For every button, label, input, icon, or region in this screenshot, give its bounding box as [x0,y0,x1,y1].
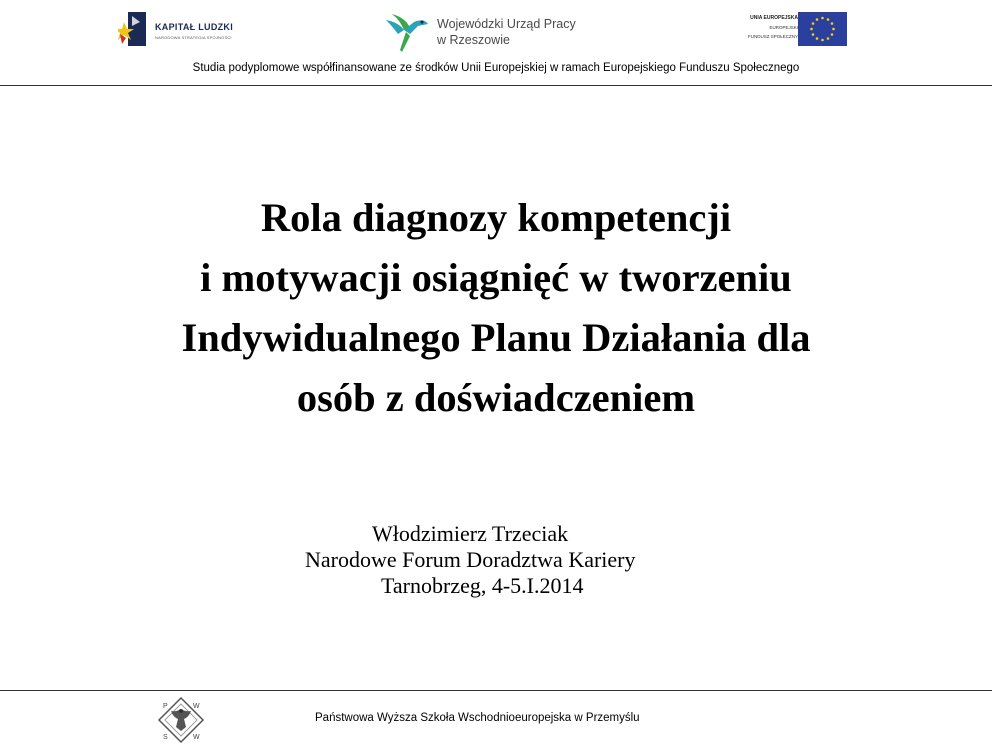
eu-flag-icon [798,12,847,46]
cofinancing-statement: Studia podyplomowe współfinansowane ze środków Unii Europejskiej w ramach Europejskiego Funduszu Społecznego [192,62,800,74]
eu-text-line1: UNIA EUROPEJSKA [750,15,798,21]
title-line-3: Indywidualnego Planu Działania dla [181,315,811,360]
place-and-date: Tarnobrzeg, 4-5.I.2014 [381,573,584,598]
pwsw-letter-w1: W [193,703,200,710]
slide-title [0,188,992,428]
title-line-1: Rola diagnozy kompetencji [260,195,732,240]
author-organization: Narodowe Forum Doradztwa Kariery [305,547,636,572]
footer-divider [0,690,992,691]
header-divider [0,85,992,86]
wup-name-line1: Wojewódzki Urząd Pracy [437,17,576,31]
kapital-ludzki-subtitle: NARODOWA STRATEGIA SPÓJNOŚCI [155,35,232,40]
pwsw-eagle-logo-icon [157,697,205,743]
eu-text-line3: FUNDUSZ SPOŁECZNY [747,34,798,39]
wup-bird-logo-icon [384,12,430,54]
pwsw-letter-p: P [163,703,168,710]
pwsw-letter-s: S [163,734,168,741]
pwsw-letter-w2: W [193,734,200,741]
eu-text-line2: EUROPEJSKI [769,25,798,30]
kapital-ludzki-title: KAPITAŁ LUDZKI [155,22,234,32]
footer-institution: Państwowa Wyższa Szkoła Wschodnioeuropejska w Przemyślu [315,712,640,724]
wup-name-line2: w Rzeszowie [437,33,510,47]
author-name: Włodzimierz Trzeciak [372,521,569,546]
kapital-ludzki-logo-icon [118,12,148,46]
title-line-4: osób z doświadczeniem [296,375,696,420]
title-line-2: i motywacji osiągnięć w tworzeniu [200,255,792,300]
